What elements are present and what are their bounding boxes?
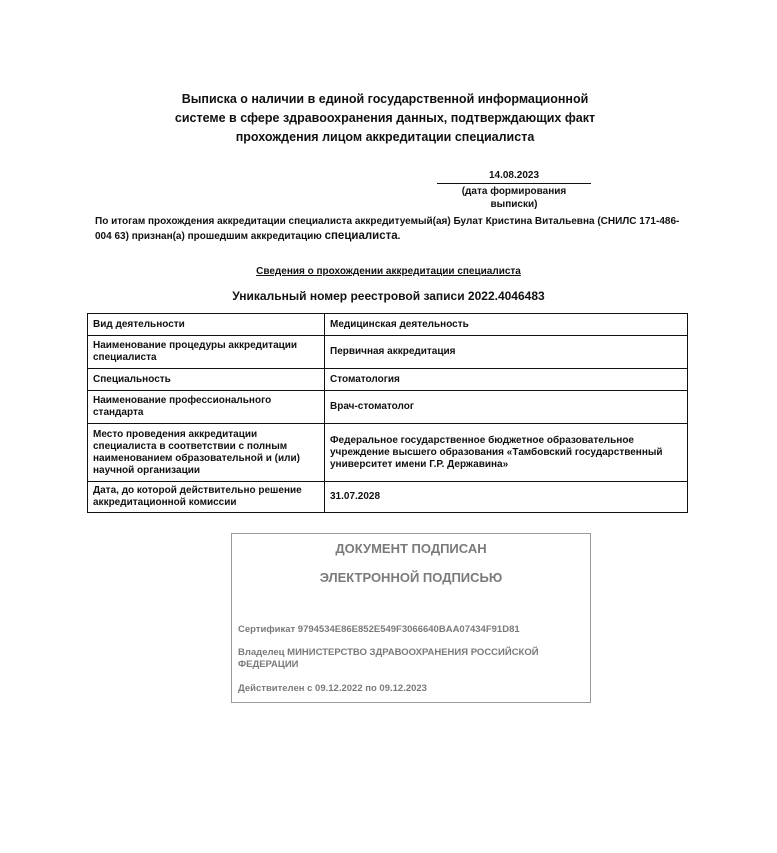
table-row xyxy=(88,314,688,336)
row-value: Медицинская деятельность xyxy=(325,314,688,336)
table-row xyxy=(88,391,688,424)
statement-end: . xyxy=(397,231,401,242)
document-title xyxy=(150,90,620,147)
signature-subheading: ЭЛЕКТРОННОЙ ПОДПИСЬЮ xyxy=(319,570,503,585)
title-line: Выписка о наличии в единой государственной информационной xyxy=(181,92,589,106)
title-line: системе в сфере здравоохранения данных, подтверждающих факт xyxy=(174,111,596,125)
formation-date: 14.08.2023 xyxy=(437,169,591,184)
row-label: Специальность xyxy=(88,369,325,391)
certificate-number: Сертификат 9794534E86E852E549F3066640BAA07434F91D81 xyxy=(238,624,520,635)
row-label: Наименование процедуры аккредитации специалиста xyxy=(88,336,325,369)
table-row xyxy=(88,482,688,513)
date-block xyxy=(437,169,591,211)
table-row xyxy=(88,336,688,369)
table-row xyxy=(88,369,688,391)
registry-number: Уникальный номер реестровой записи 2022.4046483 xyxy=(232,289,545,303)
section-subheading: Сведения о прохождении аккредитации специалиста xyxy=(256,266,521,277)
title-line: прохождения лицом аккредитации специалиста xyxy=(235,130,535,144)
row-value: Врач-стоматолог xyxy=(325,391,688,424)
certificate-owner: Владелец МИНИСТЕРСТВО ЗДРАВООХРАНЕНИЯ РОССИЙСКОЙ ФЕДЕРАЦИИ xyxy=(238,647,539,670)
row-label: Наименование профессионального стандарта xyxy=(88,391,325,424)
accreditation-table xyxy=(87,313,688,513)
signature-heading: ДОКУМЕНТ ПОДПИСАН xyxy=(335,541,487,556)
row-label: Дата, до которой действительно решение аккредитационной комиссии xyxy=(88,482,325,513)
electronic-signature-stamp xyxy=(231,533,591,703)
row-value: 31.07.2028 xyxy=(325,482,688,513)
formation-date-caption: (дата формирования выписки) xyxy=(461,186,567,210)
table-row xyxy=(88,424,688,482)
row-label: Место проведения аккредитации специалиста в соответствии с полным наименованием образовательной и (или) научной организации xyxy=(88,424,325,482)
statement-paragraph xyxy=(95,215,685,244)
row-value: Стоматология xyxy=(325,369,688,391)
row-label: Вид деятельности xyxy=(88,314,325,336)
row-value: Федеральное государственное бюджетное образовательное учреждение высшего образования «Тамбовский государственный университет имени Г.Р. Державина» xyxy=(325,424,688,482)
statement-emphasis: специалиста xyxy=(324,230,398,242)
certificate-validity: Действителен с 09.12.2022 по 09.12.2023 xyxy=(238,683,427,694)
statement-text: По итогам прохождения аккредитации специалиста аккредитуемый(ая) Булат Кристина Витальевна (СНИЛС 171-486-004 63) признан(а) прошедшим аккредитацию xyxy=(95,216,680,242)
row-value: Первичная аккредитация xyxy=(325,336,688,369)
